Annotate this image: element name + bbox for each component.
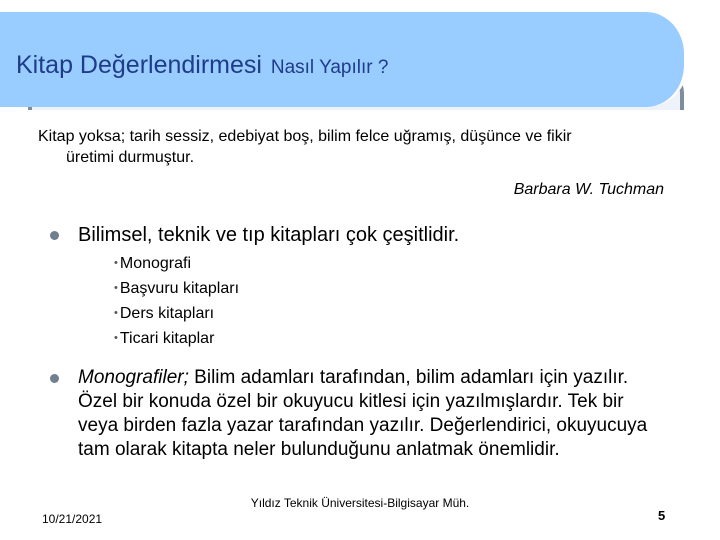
quote-line-1: Kitap yoksa; tarih sessiz, edebiyat boş, bilim felce uğramış, düşünce ve fikir [38, 128, 572, 145]
sub-item-ders: • Ders kitapları [114, 302, 239, 327]
quote-line-2: üretimi durmuştur. [66, 149, 195, 166]
slide-title [16, 44, 388, 81]
quote [38, 126, 658, 168]
footer-date: 10/21/2021 [42, 512, 103, 526]
footer-center: Yıldız Teknik Üniversitesi-Bilgisayar Müh. [250, 496, 470, 510]
page-number: 5 [658, 508, 666, 523]
quote-author: Barbara W. Tuchman [513, 181, 664, 198]
sub-list [114, 252, 239, 352]
sub-item-monografi: • Monografi [114, 252, 239, 277]
bullet-dot [50, 374, 59, 383]
bullet-1-text: Bilimsel, teknik ve tıp kitapları çok çeşitlidir. [78, 224, 460, 246]
title-small: Nasıl Yapılır ? [270, 57, 389, 78]
title-main: Kitap Değerlendirmesi [16, 51, 262, 79]
bullet-2-lead: Monografiler; [78, 367, 189, 388]
bullet-2-paragraph [78, 366, 668, 462]
bullet-2-text: Bilim adamları tarafından, bilim adamları için yazılır. Özel bir konuda özel bir okuyucu kitlesi için yazılmışlardır. Tek bir veya birden fazla yazar tarafından yazılır. Değerlendirici, okuyucuya tam olarak kitapta neler bulunduğunu anlatmak önemlidir. [78, 367, 648, 460]
sub-item-basvuru: • Başvuru kitapları [114, 277, 239, 302]
sub-item-ticari: • Ticari kitaplar [114, 327, 239, 352]
bullet-dot [50, 231, 59, 240]
